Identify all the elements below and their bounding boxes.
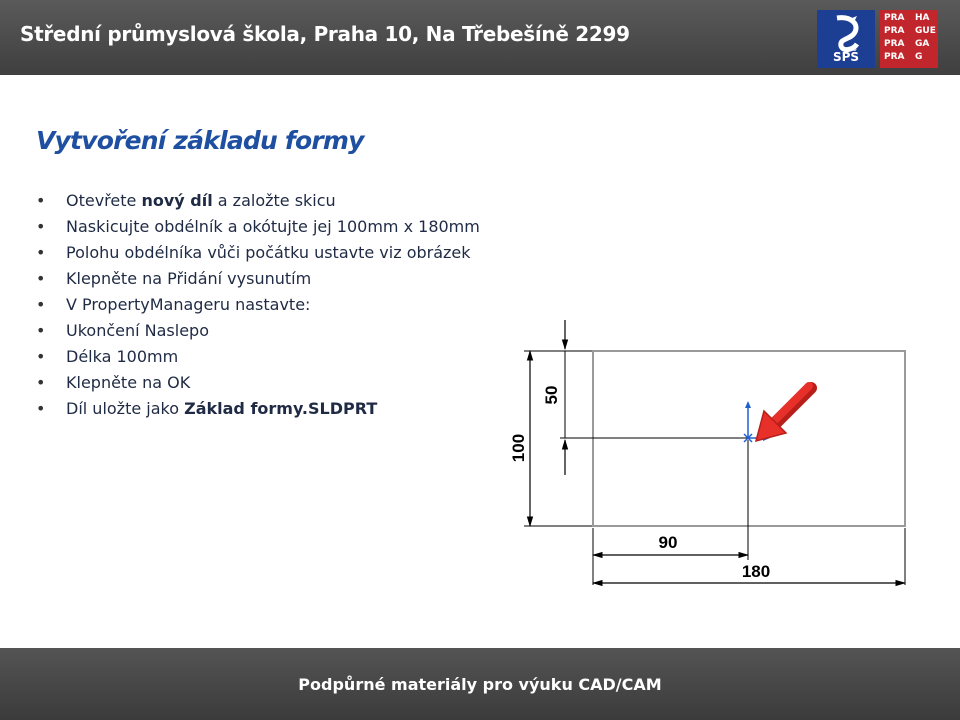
list-item: • Délka 100mm [36, 346, 480, 372]
header-bar [0, 0, 960, 75]
dimension-label-180: 180 [741, 562, 771, 581]
praha-logo-row: PRA G [884, 52, 923, 62]
list-item: • Naskicujte obdélník a okótujte jej 100mm x 180mm [36, 216, 480, 242]
list-item: • Polohu obdélníka vůči počátku ustavte viz obrázek [36, 242, 480, 268]
sketch-drawing [500, 300, 920, 600]
sps-logo-text: SPŠ [832, 50, 860, 64]
list-item: • Díl uložte jako Základ formy.SLDPRT [36, 398, 480, 424]
instruction-list [36, 190, 480, 424]
list-item: • Klepněte na Přidání vysunutím [36, 268, 480, 294]
praha-logo [880, 10, 938, 68]
dimension-label-50: 50 [542, 385, 561, 405]
list-item: • Otevřete nový díl a založte skicu [36, 190, 480, 216]
dimension-label-90: 90 [658, 533, 678, 552]
dimension-label-100: 100 [509, 433, 528, 463]
praha-logo-row: PRA HA [884, 13, 930, 23]
slide-title: Vytvoření základu formy [36, 126, 364, 155]
footer-bar [0, 648, 960, 720]
list-item: • Ukončení Naslepo [36, 320, 480, 346]
footer-text: Podpůrné materiály pro výuku CAD/CAM [298, 675, 662, 694]
list-item: • V PropertyManageru nastavte: [36, 294, 480, 320]
list-item: • Klepněte na OK [36, 372, 480, 398]
school-title: Střední průmyslová škola, Praha 10, Na Třebešíně 2299 [20, 22, 630, 46]
praha-logo-row: PRA GA [884, 39, 930, 49]
sps-logo [817, 10, 875, 68]
praha-logo-row: PRA GUE [884, 26, 936, 36]
